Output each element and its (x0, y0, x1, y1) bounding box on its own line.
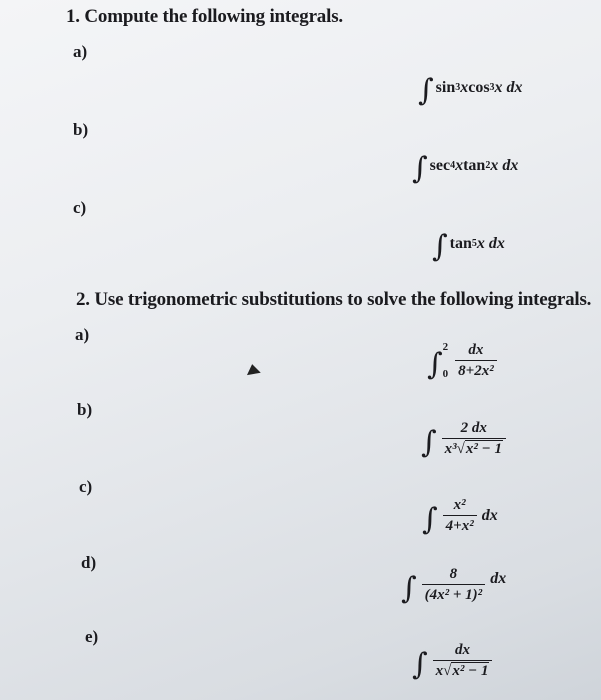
q2-part-b-integral (421, 420, 509, 458)
integral-limits: 2 0 (442, 341, 449, 380)
fraction: $\frac{\text{x²}}{\text{4+x²}}$ (443, 497, 477, 535)
fraction: $\frac{dx}{\text{x√x² − 1}}$ (433, 642, 493, 680)
fraction: $\frac{2 dx}{\text{x³√x² − 1}}$ (442, 420, 506, 458)
q2-part-d-integral: ∫ $\frac{8}{\text{(4x² + 1)²}}$ dx (401, 566, 507, 606)
fraction: $\frac{8}{\text{(4x² + 1)²}}$ (422, 566, 486, 604)
integral-sign: ∫ (412, 151, 428, 186)
q2-part-e-label: e) (85, 627, 99, 646)
question-1-heading: 1. Compute the following integrals. (66, 6, 343, 27)
integral-sign: ∫ (422, 501, 438, 537)
q2-part-d-label: d) (81, 553, 97, 572)
q2-part-e-integral (412, 642, 495, 680)
integral-sign: ∫ (421, 424, 437, 460)
integral-sign: ∫ (427, 346, 443, 382)
integral-sign: ∫ (401, 570, 417, 606)
q1-part-c-label: c) (73, 198, 87, 217)
fraction: $\frac{dx}{\text{8+2x²}}$ (455, 342, 497, 380)
q1-part-b-label: b) (73, 120, 89, 139)
question-2-heading: 2. Use trigonometric substitutions to solve the following integrals. (76, 289, 592, 310)
q2-part-b-label: b) (77, 400, 93, 419)
integral-sign: ∫ (418, 73, 434, 108)
q1-part-a-label: a) (73, 42, 88, 61)
q1-part-c-integral: ∫ tan 5 x dx (432, 229, 505, 264)
integral-sign: ∫ (412, 646, 428, 682)
integral-sign: ∫ (432, 229, 448, 264)
q2-part-a-integral (427, 342, 500, 380)
q2-part-c-label: c) (79, 477, 93, 496)
q2-part-c-integral: ∫ $\frac{\text{x²}}{\text{4+x²}}$ dx (422, 497, 498, 537)
q2-part-a-label: a) (75, 325, 90, 344)
mouse-cursor-icon (246, 364, 260, 374)
q1-part-a-integral: ∫ sin 3 x cos 3 x dx (418, 73, 523, 108)
q1-part-b-integral: ∫ sec 4 x tan 2 x dx (412, 151, 519, 186)
